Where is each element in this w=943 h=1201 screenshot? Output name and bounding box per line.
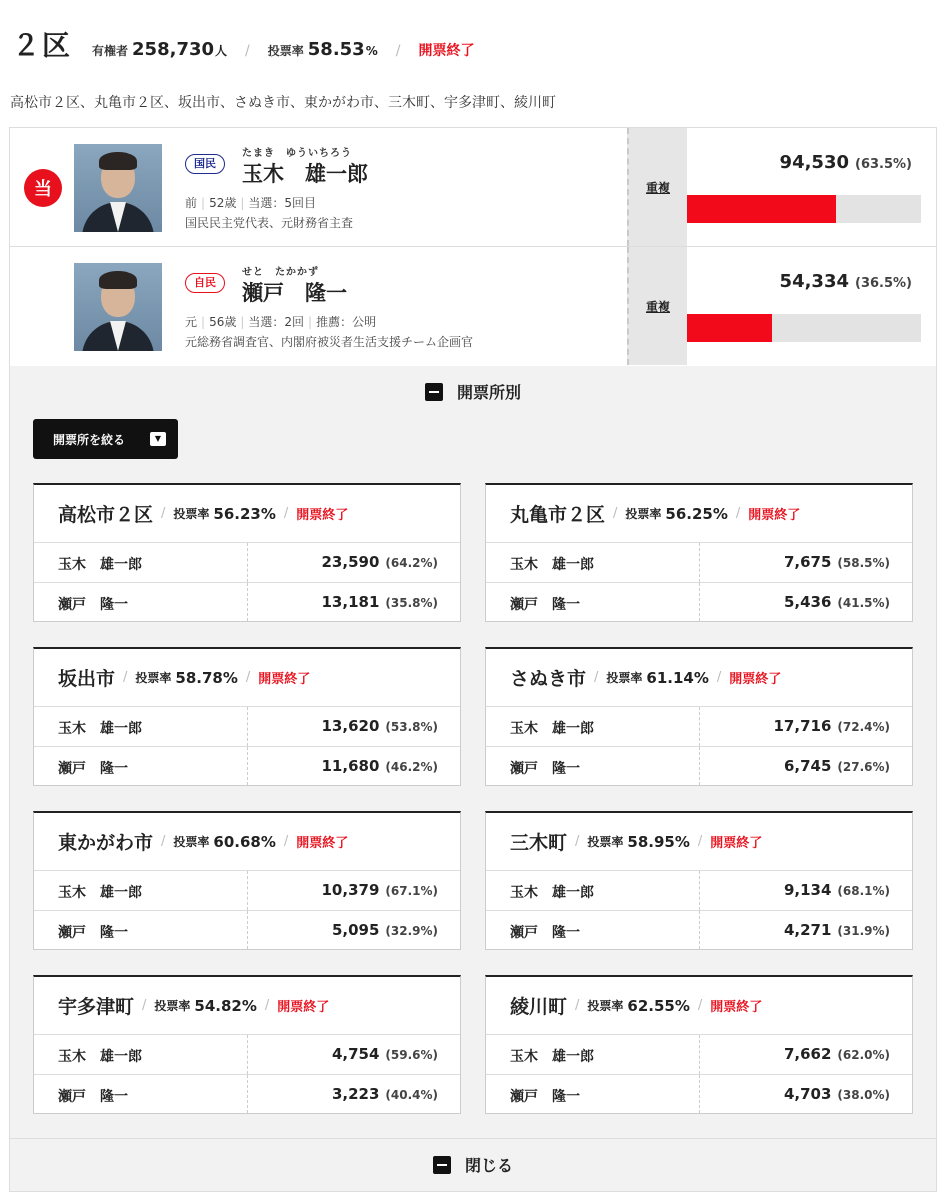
separator: / [123, 670, 128, 685]
result-vote-count: 17,716 [773, 717, 832, 735]
divider [247, 707, 248, 746]
candidate-age: 52歳 [209, 196, 237, 210]
turnout-label: 投票率 [606, 671, 643, 685]
collapse-icon [425, 383, 443, 401]
divider [699, 583, 700, 621]
result-candidate-name: 瀬戸 隆一 [58, 597, 128, 613]
result-votes [784, 881, 890, 899]
municipality-card [485, 811, 913, 950]
municipality-header [34, 485, 460, 543]
result-vote-share: (67.1%) [385, 884, 438, 898]
divider [247, 1075, 248, 1113]
result-candidate-name: 瀬戸 隆一 [58, 1089, 128, 1105]
candidate-votes [780, 152, 912, 173]
result-vote-count: 5,436 [783, 593, 832, 611]
result-votes [322, 553, 439, 571]
result-votes [784, 1085, 890, 1103]
municipality-name: 高松市２区 [58, 504, 154, 526]
result-votes [784, 553, 890, 571]
municipality-result-row [34, 543, 460, 583]
municipality-name: 丸亀市２区 [510, 504, 606, 526]
result-candidate-name: 玉木 雄一郎 [58, 885, 142, 901]
district-areas: 高松市２区、丸亀市２区、坂出市、さぬき市、東かがわ市、三木町、宇多津町、綾川町 [10, 95, 556, 111]
result-vote-count: 7,662 [783, 1045, 832, 1063]
count-status: 開票終了 [418, 43, 475, 59]
counting-station-breakdown [9, 366, 937, 1192]
turnout-label: 投票率 [154, 999, 191, 1013]
result-vote-count: 11,680 [321, 757, 380, 775]
separator: / [697, 834, 703, 849]
result-vote-count: 6,745 [783, 757, 832, 775]
separator: / [575, 998, 580, 1013]
candidate-kana: たまき ゆういちろう [242, 148, 352, 159]
separator: / [716, 670, 722, 685]
result-votes [784, 1045, 890, 1063]
result-candidate-name: 玉木 雄一郎 [510, 721, 594, 737]
divider [699, 747, 700, 785]
result-votes [322, 881, 439, 899]
collapse-icon [433, 1156, 451, 1174]
divider [247, 543, 248, 582]
municipality-result-row [486, 543, 912, 583]
result-votes [784, 921, 890, 939]
municipality-header [34, 813, 460, 871]
result-candidate-name: 瀬戸 隆一 [58, 925, 128, 941]
divider [699, 1035, 700, 1074]
district-header [12, 24, 474, 60]
municipality-status: 開票終了 [258, 672, 311, 687]
municipality-result-row [34, 1075, 460, 1113]
municipality-result-row [34, 911, 460, 949]
municipality-header [34, 977, 460, 1035]
divider [247, 871, 248, 910]
separator: / [142, 998, 147, 1013]
result-votes [332, 1045, 438, 1063]
result-vote-count: 9,134 [783, 881, 832, 899]
turnout-label: 投票率 [267, 44, 304, 58]
municipality-status: 開票終了 [296, 836, 349, 851]
municipality-result-row [486, 1075, 912, 1113]
municipality-result-row [34, 583, 460, 621]
vote-bar [687, 314, 921, 342]
separator: / [575, 834, 580, 849]
result-vote-share: (46.2%) [385, 760, 438, 774]
result-candidate-name: 玉木 雄一郎 [510, 885, 594, 901]
municipality-result-row [34, 1035, 460, 1075]
municipality-header [486, 813, 912, 871]
candidate-endorsement: 推薦：公明 [316, 315, 377, 329]
divider [699, 911, 700, 949]
result-vote-count: 4,754 [331, 1045, 380, 1063]
turnout-label: 投票率 [173, 835, 210, 849]
municipality-header [486, 977, 912, 1035]
candidate-name: 玉木 雄一郎 [242, 162, 368, 186]
municipality-name: 宇多津町 [58, 996, 135, 1018]
result-candidate-name: 玉木 雄一郎 [510, 1049, 594, 1065]
result-candidate-name: 玉木 雄一郎 [510, 557, 594, 573]
municipality-result-row [486, 1035, 912, 1075]
municipality-card [33, 483, 461, 622]
candidate-meta: 元 | 56歳 | 当選：2回 | 推薦：公明 [185, 315, 377, 329]
separator: / [283, 506, 289, 521]
turnout-label: 投票率 [625, 507, 662, 521]
result-candidate-name: 瀬戸 隆一 [58, 761, 128, 777]
turnout-value: 58.53 [307, 39, 365, 60]
municipality-name: 三木町 [510, 832, 568, 854]
dropdown-arrow-icon: ▼ [150, 432, 166, 446]
result-candidate-name: 玉木 雄一郎 [58, 557, 142, 573]
result-vote-share: (58.5%) [837, 556, 890, 570]
electorate-value: 258,730 [132, 39, 215, 60]
divider [247, 911, 248, 949]
candidate-status: 元 [185, 315, 198, 329]
separator: / [245, 43, 250, 59]
filter-stations-button[interactable] [33, 419, 178, 459]
turnout-unit: % [365, 44, 378, 58]
separator: / [283, 834, 289, 849]
municipality-name: 坂出市 [58, 668, 116, 690]
municipality-result-row [34, 747, 460, 785]
separator: / [395, 43, 401, 59]
vote-share: (63.5%) [855, 157, 912, 172]
result-vote-share: (32.9%) [385, 924, 438, 938]
result-votes [322, 717, 439, 735]
divider [699, 707, 700, 746]
municipality-result-row [486, 583, 912, 621]
result-candidate-name: 玉木 雄一郎 [58, 1049, 142, 1065]
municipality-name: 綾川町 [510, 996, 568, 1018]
electorate-label: 有権者 [92, 44, 129, 58]
result-candidate-name: 玉木 雄一郎 [58, 721, 142, 737]
candidate-elected: 当選：5回目 [248, 196, 317, 210]
candidate-row [10, 128, 936, 247]
separator: / [264, 998, 270, 1013]
municipality-card [485, 647, 913, 786]
municipality-name: 東かがわ市 [58, 832, 154, 854]
dual-candidacy-link[interactable]: 重複 [627, 128, 687, 246]
municipality-turnout: 58.95% [627, 832, 690, 851]
result-vote-share: (40.4%) [385, 1088, 438, 1102]
municipality-status: 開票終了 [748, 508, 801, 523]
municipality-turnout: 60.68% [213, 832, 276, 851]
municipality-card [485, 483, 913, 622]
candidate-status: 前 [185, 196, 198, 210]
separator: / [161, 834, 166, 849]
result-vote-count: 7,675 [783, 553, 832, 571]
municipality-card [485, 975, 913, 1114]
municipality-header [486, 649, 912, 707]
result-vote-count: 3,223 [331, 1085, 380, 1103]
district-title: ２区 [12, 29, 73, 62]
result-vote-share: (68.1%) [837, 884, 890, 898]
candidate-row [10, 247, 936, 366]
municipality-status: 開票終了 [710, 836, 763, 851]
separator: / [161, 506, 166, 521]
result-vote-share: (38.0%) [837, 1088, 890, 1102]
separator: / [613, 506, 618, 521]
candidate-votes [780, 271, 912, 292]
municipality-card [33, 811, 461, 950]
party-badge: 国民 [185, 154, 225, 174]
divider [247, 1035, 248, 1074]
turnout-label: 投票率 [587, 999, 624, 1013]
party-badge: 自民 [185, 273, 225, 293]
turnout-label: 投票率 [173, 507, 210, 521]
divider [699, 871, 700, 910]
separator: / [697, 998, 703, 1013]
vote-count: 94,530 [779, 152, 850, 173]
separator: / [594, 670, 599, 685]
candidate-name: 瀬戸 隆一 [242, 281, 347, 305]
municipality-status: 開票終了 [710, 1000, 763, 1015]
result-vote-count: 4,703 [783, 1085, 832, 1103]
divider [699, 543, 700, 582]
breakdown-title: 開票所別 [456, 383, 521, 402]
result-vote-share: (27.6%) [837, 760, 890, 774]
result-candidate-name: 瀬戸 隆一 [510, 925, 580, 941]
municipality-result-row [486, 747, 912, 785]
municipality-header [486, 485, 912, 543]
municipality-result-row [34, 871, 460, 911]
result-votes [774, 717, 891, 735]
result-votes [332, 1085, 438, 1103]
vote-count: 54,334 [779, 271, 850, 292]
municipality-status: 開票終了 [729, 672, 782, 687]
municipality-header [34, 649, 460, 707]
result-vote-count: 13,181 [321, 593, 380, 611]
municipality-turnout: 58.78% [175, 668, 238, 687]
result-vote-count: 4,271 [783, 921, 832, 939]
separator: / [735, 506, 741, 521]
vote-share: (36.5%) [855, 276, 912, 291]
result-votes [322, 757, 439, 775]
result-vote-count: 23,590 [321, 553, 380, 571]
candidate-list [9, 127, 937, 367]
result-vote-share: (35.8%) [385, 596, 438, 610]
municipality-card [33, 975, 461, 1114]
result-vote-share: (31.9%) [837, 924, 890, 938]
result-vote-count: 10,379 [321, 881, 380, 899]
winner-badge: 当 [24, 169, 62, 207]
municipality-name: さぬき市 [510, 668, 587, 690]
result-vote-count: 5,095 [331, 921, 380, 939]
candidate-photo [74, 144, 162, 232]
vote-bar-fill [687, 195, 836, 223]
turnout-label: 投票率 [135, 671, 172, 685]
separator: / [245, 670, 251, 685]
candidate-elected: 当選：2回 [248, 315, 305, 329]
municipality-result-row [486, 871, 912, 911]
candidate-meta: 前 | 52歳 | 当選：5回目 [185, 196, 317, 210]
dual-candidacy-link[interactable]: 重複 [627, 247, 687, 365]
candidate-age: 56歳 [209, 315, 237, 329]
filter-label: 開票所を絞る [53, 432, 126, 447]
municipality-status: 開票終了 [296, 508, 349, 523]
municipality-turnout: 54.82% [194, 996, 257, 1015]
result-vote-share: (62.0%) [837, 1048, 890, 1062]
turnout-label: 投票率 [587, 835, 624, 849]
vote-bar-fill [687, 314, 772, 342]
divider [247, 583, 248, 621]
municipality-result-row [486, 707, 912, 747]
municipality-turnout: 61.14% [646, 668, 709, 687]
breakdown-toggle[interactable] [10, 380, 936, 403]
result-candidate-name: 瀬戸 隆一 [510, 597, 580, 613]
municipality-turnout: 62.55% [627, 996, 690, 1015]
vote-bar [687, 195, 921, 223]
result-vote-share: (64.2%) [385, 556, 438, 570]
result-vote-share: (72.4%) [837, 720, 890, 734]
candidate-kana: せと たかかず [242, 267, 319, 278]
result-vote-share: (41.5%) [837, 596, 890, 610]
result-vote-count: 13,620 [321, 717, 380, 735]
result-votes [784, 757, 890, 775]
electorate-unit: 人 [215, 44, 228, 58]
close-breakdown-button[interactable] [10, 1138, 936, 1191]
divider [247, 747, 248, 785]
candidate-career: 元総務省調査官、内閣府被災者生活支援チーム企画官 [185, 335, 474, 349]
result-votes [322, 593, 439, 611]
candidate-career: 国民民主党代表、元財務省主査 [185, 216, 354, 230]
municipality-turnout: 56.25% [665, 504, 728, 523]
result-vote-share: (53.8%) [385, 720, 438, 734]
result-candidate-name: 瀬戸 隆一 [510, 1089, 580, 1105]
municipality-turnout: 56.23% [213, 504, 276, 523]
divider [699, 1075, 700, 1113]
result-votes [784, 593, 890, 611]
candidate-photo [74, 263, 162, 351]
municipality-card [33, 647, 461, 786]
municipality-result-row [486, 911, 912, 949]
result-votes [332, 921, 438, 939]
municipality-result-row [34, 707, 460, 747]
close-label: 閉じる [464, 1156, 513, 1175]
result-vote-share: (59.6%) [385, 1048, 438, 1062]
result-candidate-name: 瀬戸 隆一 [510, 761, 580, 777]
municipality-status: 開票終了 [277, 1000, 330, 1015]
